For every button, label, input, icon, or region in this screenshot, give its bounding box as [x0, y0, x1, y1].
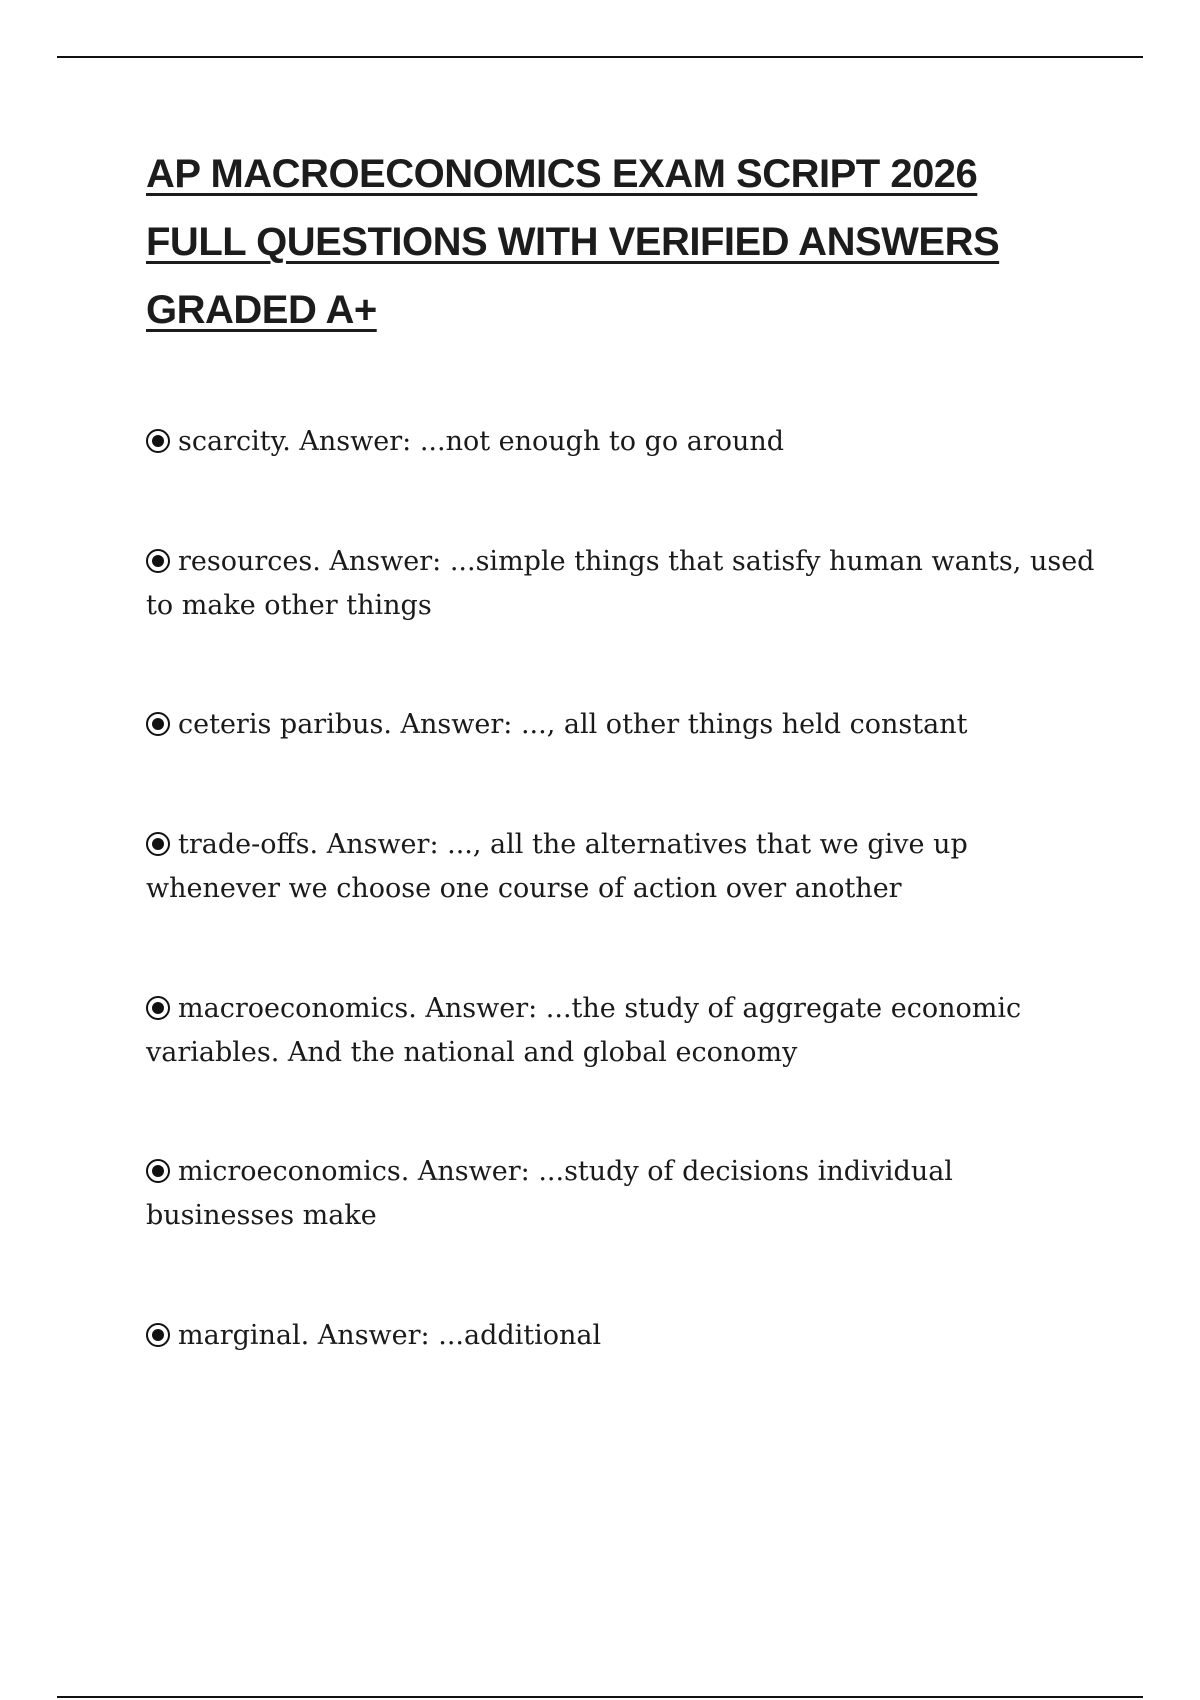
qa-item-text: ceteris paribus. Answer: ..., all other things held constant [178, 709, 968, 740]
qa-item-text: microeconomics. Answer: ...study of decisions individual businesses make [146, 1156, 953, 1231]
qa-item-text: scarcity. Answer: ...not enough to go around [178, 426, 785, 457]
radio-bullet-icon [146, 1159, 170, 1183]
bottom-divider [57, 1696, 1143, 1698]
qa-item-microeconomics [146, 1150, 1096, 1238]
radio-bullet-icon [146, 429, 170, 453]
qa-item-resources [146, 540, 1096, 628]
top-divider [57, 56, 1143, 58]
title-line-1: AP MACROECONOMICS EXAM SCRIPT 2026 [146, 152, 978, 196]
document-title [146, 140, 1106, 344]
title-line-3: GRADED A+ [146, 288, 377, 332]
title-line-2: FULL QUESTIONS WITH VERIFIED ANSWERS [146, 220, 1000, 264]
qa-item-macroeconomics [146, 987, 1096, 1075]
radio-bullet-icon [146, 832, 170, 856]
qa-item-scarcity [146, 420, 1096, 464]
qa-item-text: resources. Answer: ...simple things that satisfy human wants, used to make other things [146, 546, 1095, 621]
qa-item-ceteris-paribus [146, 703, 1096, 747]
qa-item-marginal [146, 1314, 1096, 1358]
qa-item-text: trade-offs. Answer: ..., all the alternatives that we give up whenever we choose one course of action over another [146, 829, 968, 904]
radio-bullet-icon [146, 996, 170, 1020]
radio-bullet-icon [146, 1323, 170, 1347]
radio-bullet-icon [146, 549, 170, 573]
qa-item-text: macroeconomics. Answer: ...the study of aggregate economic variables. And the national and global economy [146, 993, 1022, 1068]
radio-bullet-icon [146, 712, 170, 736]
qa-item-trade-offs [146, 823, 1096, 911]
qa-item-text: marginal. Answer: ...additional [178, 1320, 602, 1351]
